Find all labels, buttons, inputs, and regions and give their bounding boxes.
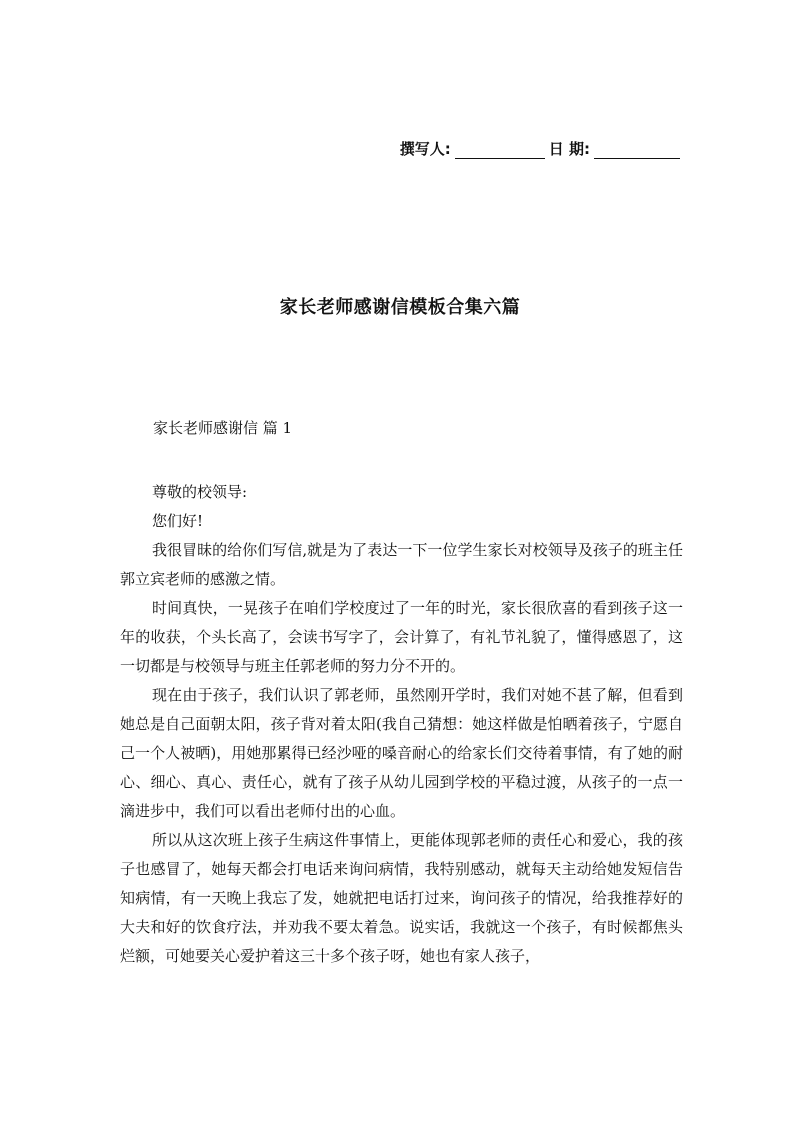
paragraph: 现在由于孩子，我们认识了郭老师，虽然刚开学时，我们对她不甚了解，但看到她总是自己面朝太阳，孩子背对着太阳(我自己猜想：她这样做是怕晒着孩子，宁愿自己一个人被晒)，用她那累得已经沙哑的嗓音耐心的给家长们交待着事情，有了她的耐心、细心、真心、责任心，就有了孩子从幼儿园到学校的平稳过渡，从孩子的一点一滴进步中，我们可以看出老师付出的心血。: [120, 686, 683, 820]
document-title: 家长老师感谢信模板合集六篇: [279, 297, 521, 318]
author-date-line: [400, 138, 680, 159]
letter-body: [120, 478, 683, 971]
author-label: 撰写人:: [399, 140, 451, 158]
date-label: 日 期:: [548, 140, 590, 158]
date-blank-field: [594, 142, 680, 159]
paragraph: 时间真快，一晃孩子在咱们学校度过了一年的时光，家长很欣喜的看到孩子这一年的收获，个头长高了，会读书写字了，会计算了，有礼节礼貌了，懂得感恩了，这一切都是与校领导与班主任郭老师的努力分不开的。: [120, 599, 683, 675]
salutation: 尊敬的校领导:: [152, 483, 248, 501]
author-blank-field: [455, 142, 545, 159]
paragraph: 所以从这次班上孩子生病这件事情上，更能体现郭老师的责任心和爱心，我的孩子也感冒了，她每天都会打电话来询问病情，我特别感动，就每天主动给她发短信告知病情，有一天晚上我忘了发，她就把电话打过来，询问孩子的情况，给我推荐好的大夫和好的饮食疗法，并劝我不要太着急。说实话，我就这一个孩子，有时候都焦头烂额，可她要关心爱护着这三十多个孩子呀，她也有家人孩子，: [120, 831, 683, 965]
section-heading: 家长老师感谢信 篇 1: [153, 419, 293, 437]
greeting: 您们好!: [152, 512, 204, 530]
paragraph: 我很冒昧的给你们写信,就是为了表达一下一位学生家长对校领导及孩子的班主任郭立宾老师的感激之情。: [120, 541, 683, 588]
